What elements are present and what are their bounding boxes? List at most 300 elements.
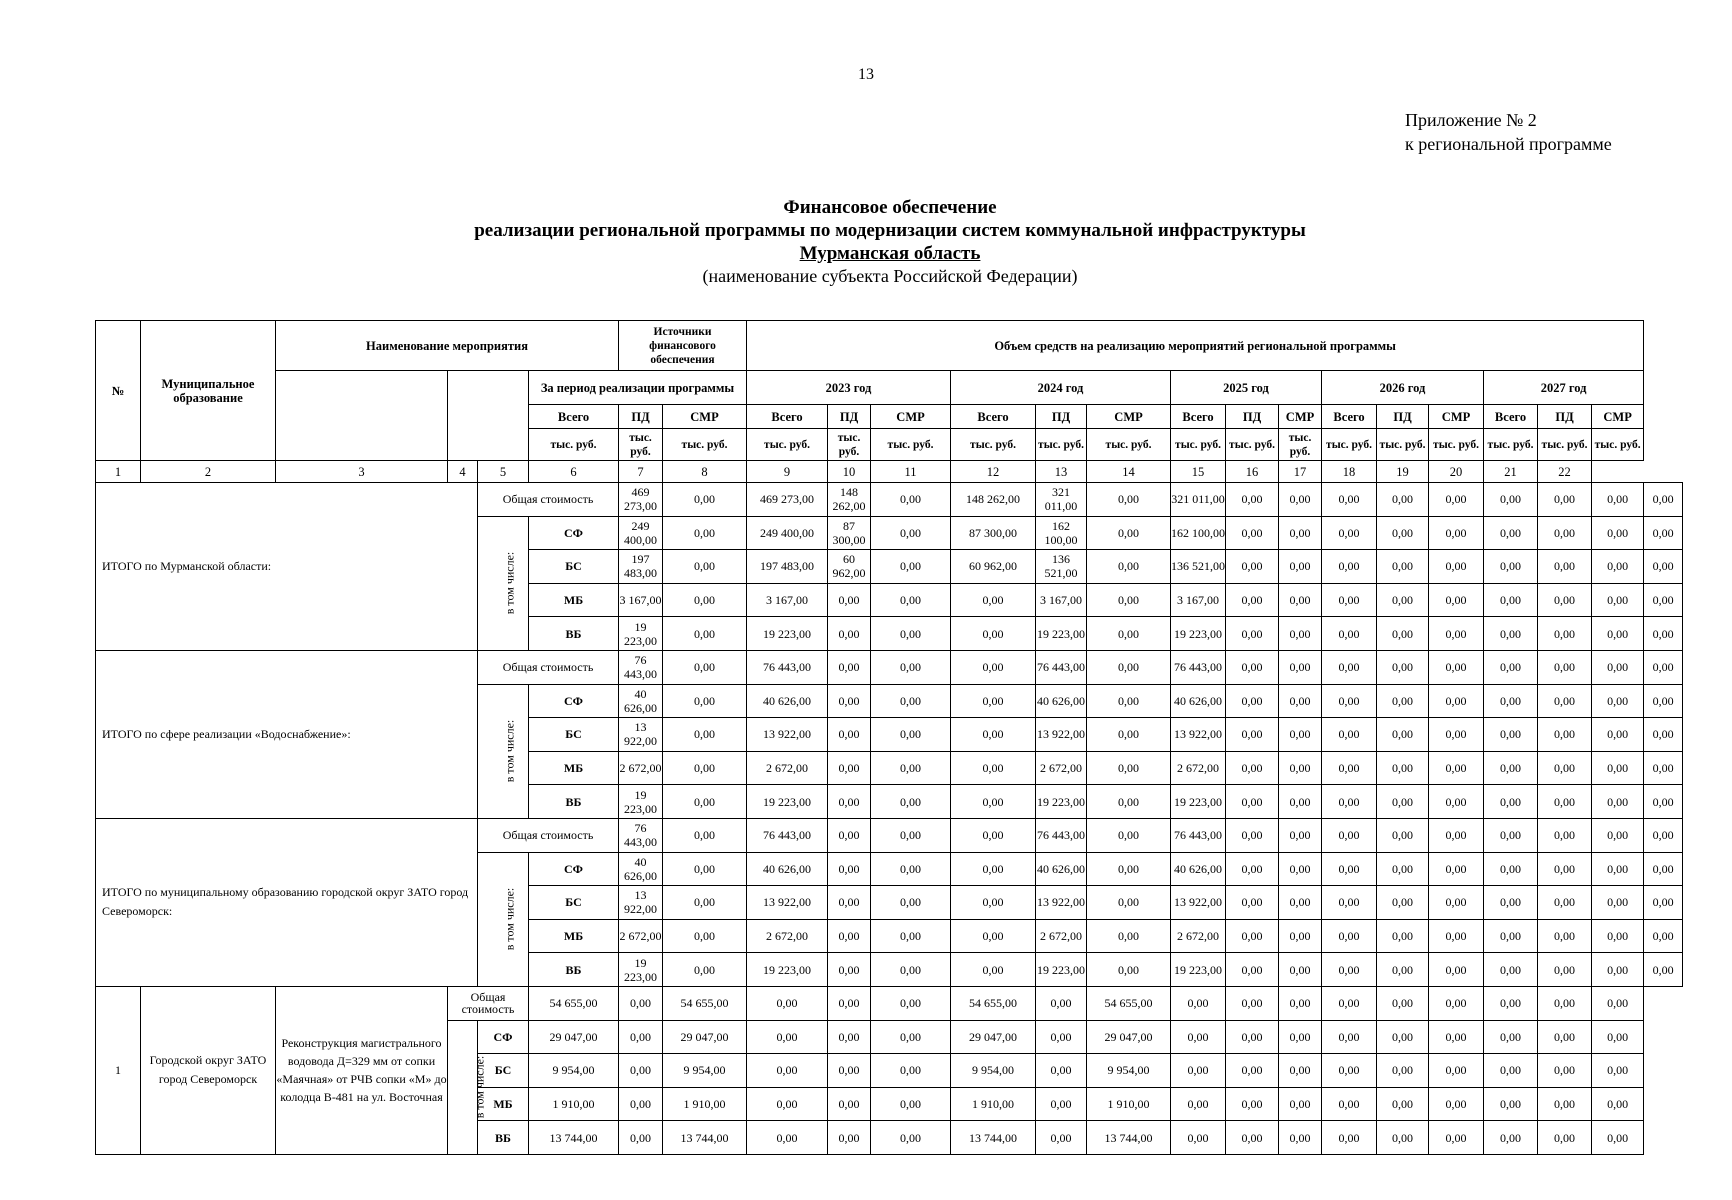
value-cell: 0,00 (1644, 919, 1683, 953)
column-number: 16 (1226, 461, 1279, 483)
value-cell: 0,00 (1429, 1020, 1484, 1054)
value-cell: 0,00 (1226, 516, 1279, 550)
value-cell: 54 655,00 (663, 986, 747, 1020)
total-cost-label: Общая стоимость (478, 818, 619, 852)
value-cell: 0,00 (1484, 718, 1538, 752)
value-cell: 76 443,00 (1171, 650, 1226, 684)
value-cell: 0,00 (951, 886, 1036, 920)
value-cell: 0,00 (828, 1087, 871, 1121)
value-cell: 0,00 (1322, 953, 1377, 987)
value-cell: 0,00 (1377, 1121, 1429, 1155)
value-cell: 0,00 (871, 1087, 951, 1121)
funding-kind: СФ (529, 684, 619, 718)
value-cell: 0,00 (871, 953, 951, 987)
value-cell: 0,00 (1171, 1020, 1226, 1054)
value-cell: 1 910,00 (1087, 1087, 1171, 1121)
value-cell: 0,00 (1279, 818, 1322, 852)
value-cell: 0,00 (1226, 919, 1279, 953)
value-cell: 0,00 (871, 718, 951, 752)
value-cell: 0,00 (951, 751, 1036, 785)
value-cell: 0,00 (951, 919, 1036, 953)
value-cell: 2 672,00 (1036, 919, 1087, 953)
value-cell: 0,00 (1226, 886, 1279, 920)
value-cell: 0,00 (1538, 718, 1592, 752)
value-cell: 0,00 (828, 1054, 871, 1088)
header-year-2023: 2023 год (747, 371, 951, 405)
value-cell: 0,00 (1484, 650, 1538, 684)
value-cell: 0,00 (1322, 583, 1377, 617)
header-smr: СМР (1279, 405, 1322, 429)
value-cell: 0,00 (1279, 785, 1322, 819)
header-unit: тыс. руб. (1036, 429, 1087, 461)
value-cell: 0,00 (1429, 583, 1484, 617)
value-cell: 0,00 (1538, 953, 1592, 987)
value-cell: 0,00 (1538, 1054, 1592, 1088)
value-cell: 197 483,00 (747, 550, 828, 584)
value-cell: 0,00 (663, 919, 747, 953)
funding-kind: БС (478, 1054, 529, 1088)
value-cell: 0,00 (663, 550, 747, 584)
header-unit: тыс. руб. (1484, 429, 1538, 461)
value-cell: 0,00 (1538, 1020, 1592, 1054)
value-cell: 0,00 (1429, 1121, 1484, 1155)
document-title (440, 196, 1340, 288)
value-cell: 0,00 (1538, 684, 1592, 718)
value-cell: 0,00 (1279, 886, 1322, 920)
header-pd: ПД (1377, 405, 1429, 429)
header-pd: ПД (1036, 405, 1087, 429)
value-cell: 0,00 (1377, 617, 1429, 651)
column-number: 7 (619, 461, 663, 483)
value-cell: 0,00 (1279, 986, 1322, 1020)
value-cell: 0,00 (1484, 751, 1538, 785)
header-sources: Источники финансового обеспечения (619, 321, 747, 371)
title-line-1: Финансовое обеспечение (783, 197, 997, 218)
value-cell: 76 443,00 (619, 818, 663, 852)
value-cell: 0,00 (828, 852, 871, 886)
value-cell: 0,00 (1538, 483, 1592, 517)
value-cell: 0,00 (1377, 516, 1429, 550)
header-total: Всего (747, 405, 828, 429)
header-unit: тыс. руб. (1377, 429, 1429, 461)
value-cell: 0,00 (1087, 483, 1171, 517)
value-cell: 0,00 (871, 852, 951, 886)
value-cell: 469 273,00 (747, 483, 828, 517)
column-number: 12 (951, 461, 1036, 483)
value-cell: 0,00 (1279, 583, 1322, 617)
value-cell: 2 672,00 (747, 751, 828, 785)
value-cell: 60 962,00 (951, 550, 1036, 584)
value-cell: 0,00 (1226, 583, 1279, 617)
column-number: 21 (1484, 461, 1538, 483)
value-cell: 0,00 (828, 751, 871, 785)
value-cell: 0,00 (871, 583, 951, 617)
table-row (96, 818, 1683, 852)
value-cell: 0,00 (1592, 953, 1644, 987)
value-cell: 0,00 (1429, 919, 1484, 953)
value-cell: 0,00 (1087, 785, 1171, 819)
value-cell: 0,00 (951, 785, 1036, 819)
value-cell: 0,00 (1592, 886, 1644, 920)
value-cell: 0,00 (1226, 650, 1279, 684)
value-cell: 0,00 (1226, 785, 1279, 819)
value-cell: 54 655,00 (1087, 986, 1171, 1020)
including-label (478, 516, 529, 650)
value-cell: 0,00 (1322, 1121, 1377, 1155)
value-cell: 0,00 (951, 852, 1036, 886)
value-cell: 0,00 (1322, 650, 1377, 684)
value-cell: 76 443,00 (1036, 650, 1087, 684)
funding-kind: СФ (529, 852, 619, 886)
value-cell: 0,00 (951, 583, 1036, 617)
value-cell: 40 626,00 (1171, 852, 1226, 886)
value-cell: 0,00 (619, 986, 663, 1020)
funding-kind: ВБ (529, 617, 619, 651)
group-label: ИТОГО по муниципальному образованию городской округ ЗАТО город Североморск: (96, 818, 478, 986)
group-label: ИТОГО по сфере реализации «Водоснабжение»: (96, 650, 478, 818)
financing-table (95, 320, 1683, 1155)
value-cell: 0,00 (1279, 852, 1322, 886)
value-cell: 0,00 (1322, 986, 1377, 1020)
value-cell: 0,00 (1429, 550, 1484, 584)
value-cell: 0,00 (1644, 684, 1683, 718)
value-cell: 0,00 (1377, 1054, 1429, 1088)
value-cell: 0,00 (1538, 550, 1592, 584)
value-cell: 0,00 (1087, 919, 1171, 953)
value-cell: 0,00 (1644, 852, 1683, 886)
value-cell: 162 100,00 (1036, 516, 1087, 550)
title-region: Мурманская область (799, 243, 981, 264)
value-cell: 0,00 (1592, 986, 1644, 1020)
header-year-2026: 2026 год (1322, 371, 1484, 405)
including-label (478, 684, 529, 818)
appendix-line-2: к региональной программе (1405, 134, 1612, 154)
value-cell: 19 223,00 (747, 785, 828, 819)
value-cell: 0,00 (663, 483, 747, 517)
header-unit: тыс. руб. (1171, 429, 1226, 461)
value-cell: 0,00 (1226, 852, 1279, 886)
value-cell: 0,00 (663, 852, 747, 886)
value-cell: 0,00 (663, 751, 747, 785)
value-cell: 0,00 (1279, 1121, 1322, 1155)
header-unit: тыс. руб. (619, 429, 663, 461)
value-cell: 0,00 (1322, 785, 1377, 819)
funding-kind: МБ (529, 919, 619, 953)
value-cell: 0,00 (1322, 1087, 1377, 1121)
value-cell: 0,00 (1279, 1054, 1322, 1088)
funding-kind: СФ (478, 1020, 529, 1054)
column-number: 14 (1087, 461, 1171, 483)
funding-kind: МБ (529, 751, 619, 785)
value-cell: 0,00 (1279, 953, 1322, 987)
value-cell: 0,00 (1429, 986, 1484, 1020)
value-cell: 0,00 (1279, 919, 1322, 953)
value-cell: 0,00 (1322, 617, 1377, 651)
value-cell: 0,00 (1377, 684, 1429, 718)
value-cell: 54 655,00 (951, 986, 1036, 1020)
header-municipality: Муниципальное образование (141, 321, 276, 461)
column-number: 22 (1538, 461, 1592, 483)
value-cell: 0,00 (1484, 483, 1538, 517)
value-cell: 0,00 (951, 953, 1036, 987)
value-cell: 0,00 (1592, 583, 1644, 617)
value-cell: 0,00 (619, 1087, 663, 1121)
table-row (96, 650, 1683, 684)
value-cell: 0,00 (1538, 751, 1592, 785)
table-row (96, 483, 1683, 517)
value-cell: 0,00 (1226, 953, 1279, 987)
value-cell: 0,00 (1226, 1087, 1279, 1121)
value-cell: 0,00 (1484, 583, 1538, 617)
value-cell: 40 626,00 (619, 684, 663, 718)
header-no: № (96, 321, 141, 461)
value-cell: 321 011,00 (1036, 483, 1087, 517)
value-cell: 0,00 (1087, 617, 1171, 651)
value-cell: 0,00 (1538, 785, 1592, 819)
value-cell: 9 954,00 (529, 1054, 619, 1088)
value-cell: 0,00 (1484, 516, 1538, 550)
value-cell: 0,00 (1644, 751, 1683, 785)
value-cell: 0,00 (871, 550, 951, 584)
value-cell: 29 047,00 (951, 1020, 1036, 1054)
value-cell: 19 223,00 (1171, 953, 1226, 987)
value-cell: 0,00 (1592, 785, 1644, 819)
value-cell: 469 273,00 (619, 483, 663, 517)
value-cell: 0,00 (1538, 650, 1592, 684)
value-cell: 0,00 (1484, 886, 1538, 920)
value-cell: 0,00 (1226, 818, 1279, 852)
value-cell: 0,00 (1484, 1087, 1538, 1121)
value-cell: 0,00 (663, 650, 747, 684)
value-cell: 0,00 (1322, 1020, 1377, 1054)
header-smr: СМР (663, 405, 747, 429)
value-cell: 40 626,00 (1171, 684, 1226, 718)
value-cell: 162 100,00 (1171, 516, 1226, 550)
value-cell: 0,00 (1429, 1054, 1484, 1088)
value-cell: 0,00 (1377, 1087, 1429, 1121)
value-cell: 9 954,00 (663, 1054, 747, 1088)
value-cell: 0,00 (1644, 650, 1683, 684)
value-cell: 0,00 (1484, 1121, 1538, 1155)
value-cell: 1 910,00 (951, 1087, 1036, 1121)
funding-kind: БС (529, 550, 619, 584)
value-cell: 0,00 (1036, 1087, 1087, 1121)
value-cell: 0,00 (1538, 919, 1592, 953)
value-cell: 13 922,00 (1036, 718, 1087, 752)
value-cell: 9 954,00 (951, 1054, 1036, 1088)
value-cell: 0,00 (1644, 516, 1683, 550)
value-cell: 2 672,00 (1171, 919, 1226, 953)
value-cell: 13 922,00 (1036, 886, 1087, 920)
value-cell: 76 443,00 (1171, 818, 1226, 852)
value-cell: 13 744,00 (1087, 1121, 1171, 1155)
header-pd: ПД (828, 405, 871, 429)
value-cell: 0,00 (871, 483, 951, 517)
header-year-2027: 2027 год (1484, 371, 1644, 405)
value-cell: 0,00 (1226, 684, 1279, 718)
value-cell: 0,00 (1171, 1087, 1226, 1121)
title-note: (наименование субъекта Российской Федерации) (702, 266, 1078, 286)
funding-kind: МБ (478, 1087, 529, 1121)
value-cell: 0,00 (619, 1020, 663, 1054)
value-cell: 0,00 (1226, 1020, 1279, 1054)
value-cell: 0,00 (1538, 986, 1592, 1020)
value-cell: 0,00 (1377, 550, 1429, 584)
value-cell: 0,00 (1377, 483, 1429, 517)
value-cell: 0,00 (747, 1020, 828, 1054)
value-cell: 148 262,00 (951, 483, 1036, 517)
value-cell: 0,00 (1377, 953, 1429, 987)
header-period: За период реализации программы (529, 371, 747, 405)
column-number: 1 (96, 461, 141, 483)
value-cell: 19 223,00 (1171, 617, 1226, 651)
header-unit: тыс. руб. (828, 429, 871, 461)
value-cell: 0,00 (747, 986, 828, 1020)
value-cell: 0,00 (1279, 483, 1322, 517)
value-cell: 0,00 (663, 953, 747, 987)
value-cell: 0,00 (1377, 919, 1429, 953)
value-cell: 19 223,00 (619, 785, 663, 819)
value-cell: 0,00 (828, 718, 871, 752)
value-cell: 0,00 (828, 617, 871, 651)
value-cell: 0,00 (1377, 852, 1429, 886)
value-cell: 0,00 (951, 818, 1036, 852)
value-cell: 0,00 (871, 617, 951, 651)
value-cell: 19 223,00 (1036, 953, 1087, 987)
value-cell: 0,00 (1322, 1054, 1377, 1088)
header-total: Всего (951, 405, 1036, 429)
value-cell: 0,00 (747, 1121, 828, 1155)
value-cell: 0,00 (1644, 483, 1683, 517)
value-cell: 0,00 (871, 516, 951, 550)
value-cell: 76 443,00 (1036, 818, 1087, 852)
value-cell: 0,00 (951, 684, 1036, 718)
value-cell: 0,00 (1429, 516, 1484, 550)
value-cell: 0,00 (619, 1121, 663, 1155)
value-cell: 0,00 (828, 919, 871, 953)
value-cell: 13 922,00 (747, 718, 828, 752)
value-cell: 2 672,00 (1171, 751, 1226, 785)
value-cell: 40 626,00 (1036, 684, 1087, 718)
value-cell: 0,00 (1592, 684, 1644, 718)
value-cell: 2 672,00 (619, 919, 663, 953)
value-cell: 19 223,00 (1171, 785, 1226, 819)
value-cell: 0,00 (1592, 1020, 1644, 1054)
value-cell: 0,00 (1171, 1121, 1226, 1155)
value-cell: 0,00 (1226, 751, 1279, 785)
header-blank (276, 371, 448, 461)
value-cell: 0,00 (1592, 650, 1644, 684)
value-cell: 0,00 (1592, 1054, 1644, 1088)
header-smr: СМР (1087, 405, 1171, 429)
value-cell: 0,00 (1322, 919, 1377, 953)
value-cell: 0,00 (1377, 1020, 1429, 1054)
value-cell: 13 744,00 (529, 1121, 619, 1155)
value-cell: 0,00 (1592, 818, 1644, 852)
header-unit: тыс. руб. (1322, 429, 1377, 461)
funding-kind: БС (529, 886, 619, 920)
value-cell: 0,00 (828, 785, 871, 819)
value-cell: 0,00 (1592, 751, 1644, 785)
value-cell: 40 626,00 (747, 684, 828, 718)
value-cell: 0,00 (1538, 1087, 1592, 1121)
column-number: 2 (141, 461, 276, 483)
value-cell: 0,00 (1429, 953, 1484, 987)
value-cell: 0,00 (663, 718, 747, 752)
value-cell: 19 223,00 (747, 953, 828, 987)
value-cell: 0,00 (1592, 516, 1644, 550)
value-cell: 0,00 (1429, 650, 1484, 684)
value-cell: 0,00 (1377, 751, 1429, 785)
value-cell: 0,00 (871, 684, 951, 718)
column-number: 8 (663, 461, 747, 483)
value-cell: 249 400,00 (747, 516, 828, 550)
value-cell: 0,00 (828, 650, 871, 684)
value-cell: 0,00 (1226, 617, 1279, 651)
header-unit: тыс. руб. (951, 429, 1036, 461)
value-cell: 0,00 (1484, 953, 1538, 987)
value-cell: 0,00 (1484, 617, 1538, 651)
header-total: Всего (1171, 405, 1226, 429)
value-cell: 2 672,00 (619, 751, 663, 785)
value-cell: 0,00 (747, 1054, 828, 1088)
value-cell: 54 655,00 (529, 986, 619, 1020)
appendix-line-1: Приложение № 2 (1405, 110, 1537, 130)
value-cell: 0,00 (1087, 550, 1171, 584)
header-unit: тыс. руб. (1429, 429, 1484, 461)
value-cell: 0,00 (1377, 718, 1429, 752)
column-number: 13 (1036, 461, 1087, 483)
header-unit: тыс. руб. (529, 429, 619, 461)
value-cell: 0,00 (1484, 919, 1538, 953)
value-cell: 29 047,00 (529, 1020, 619, 1054)
value-cell: 0,00 (1036, 1054, 1087, 1088)
value-cell: 13 744,00 (663, 1121, 747, 1155)
value-cell: 40 626,00 (619, 852, 663, 886)
value-cell: 0,00 (1226, 986, 1279, 1020)
value-cell: 0,00 (1087, 583, 1171, 617)
value-cell: 76 443,00 (619, 650, 663, 684)
value-cell: 0,00 (951, 650, 1036, 684)
value-cell: 0,00 (1087, 516, 1171, 550)
value-cell: 0,00 (663, 516, 747, 550)
funding-kind: МБ (529, 583, 619, 617)
value-cell: 0,00 (1322, 718, 1377, 752)
value-cell: 0,00 (1429, 751, 1484, 785)
value-cell: 321 011,00 (1171, 483, 1226, 517)
value-cell: 0,00 (871, 1020, 951, 1054)
value-cell: 13 744,00 (951, 1121, 1036, 1155)
value-cell: 0,00 (1322, 684, 1377, 718)
value-cell: 2 672,00 (1036, 751, 1087, 785)
value-cell: 2 672,00 (747, 919, 828, 953)
value-cell: 0,00 (1171, 1054, 1226, 1088)
value-cell: 0,00 (871, 986, 951, 1020)
value-cell: 0,00 (1644, 617, 1683, 651)
funding-kind: БС (529, 718, 619, 752)
value-cell: 0,00 (828, 953, 871, 987)
header-unit: тыс. руб. (871, 429, 951, 461)
value-cell: 0,00 (1429, 617, 1484, 651)
value-cell: 87 300,00 (951, 516, 1036, 550)
value-cell: 0,00 (1484, 1054, 1538, 1088)
value-cell: 0,00 (1087, 684, 1171, 718)
value-cell: 3 167,00 (747, 583, 828, 617)
header-pd: ПД (1538, 405, 1592, 429)
value-cell: 0,00 (1592, 1087, 1644, 1121)
value-cell: 0,00 (871, 1121, 951, 1155)
value-cell: 40 626,00 (747, 852, 828, 886)
